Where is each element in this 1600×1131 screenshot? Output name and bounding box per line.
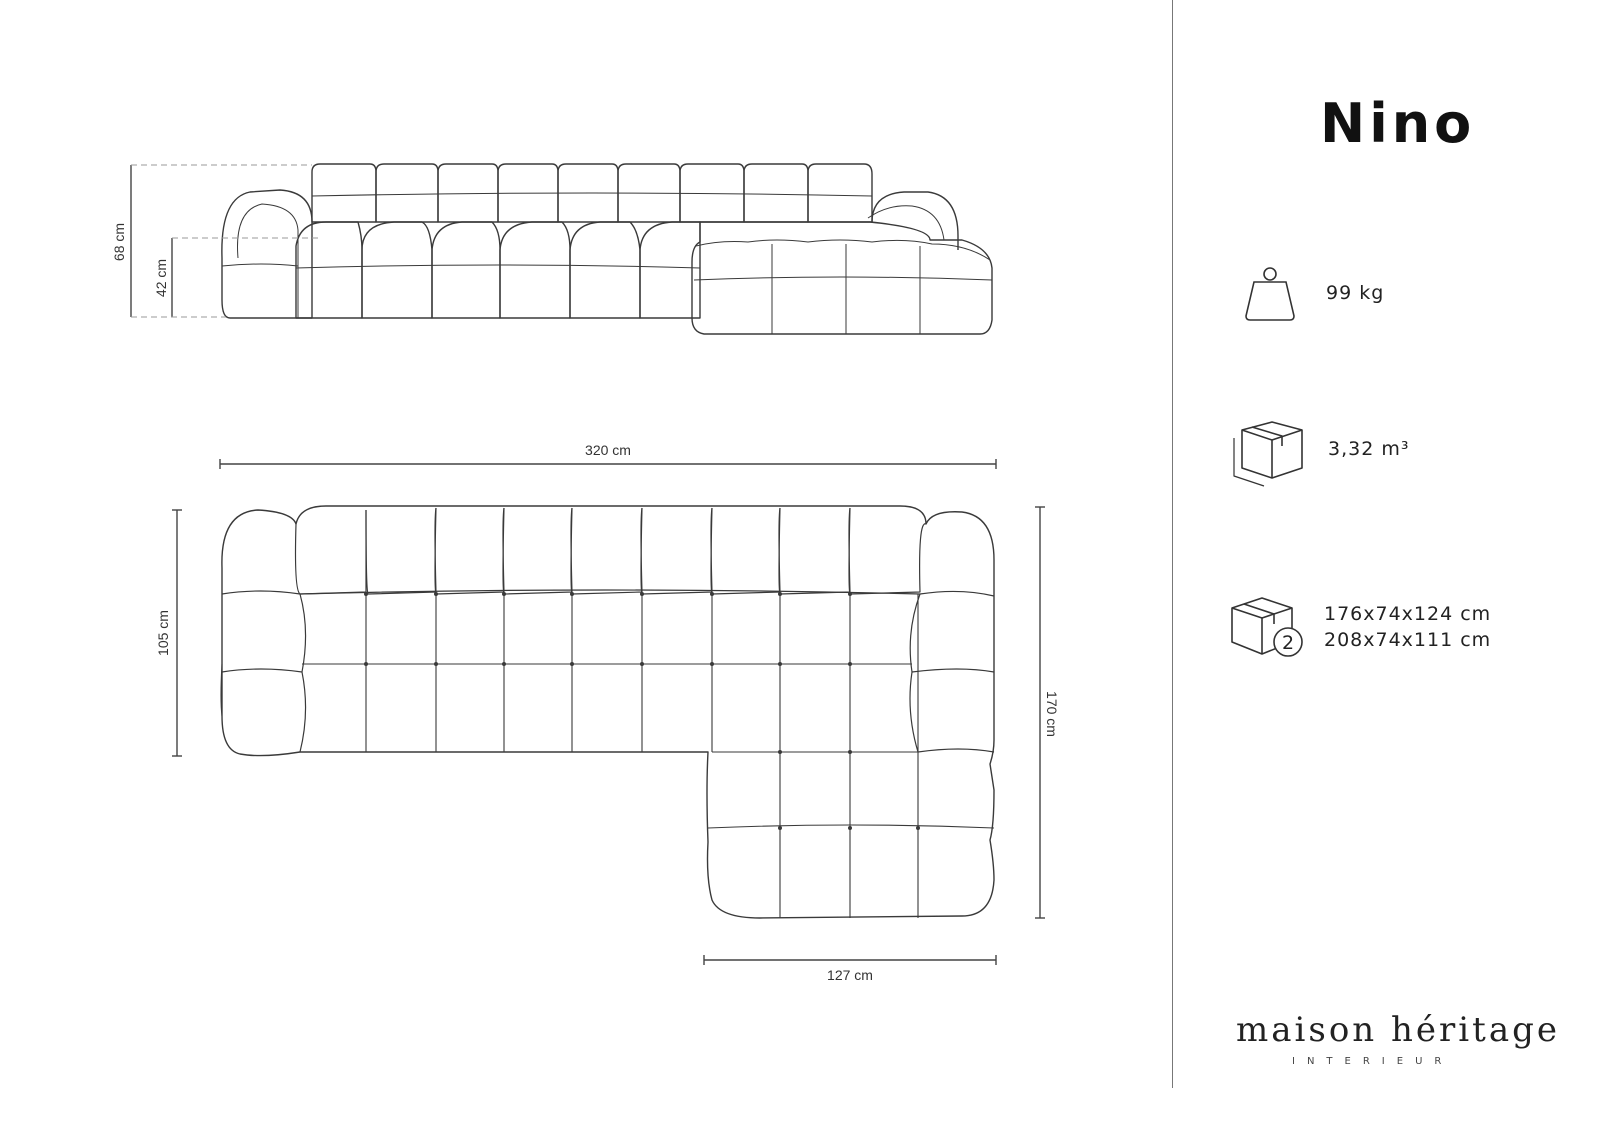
- top-seat-grid: [221, 594, 994, 918]
- depth-label: 105 cm: [155, 610, 171, 656]
- package-count: 2: [1281, 632, 1295, 654]
- sofa-front-view: [222, 164, 992, 334]
- product-title: Nino: [1320, 92, 1476, 155]
- weight-value: 99 kg: [1326, 282, 1385, 304]
- packages-count-icon: [1228, 592, 1308, 664]
- weight-icon: [1240, 264, 1300, 324]
- top-right-armrest: [910, 591, 994, 752]
- brand-logo: maison héritage: [1236, 1010, 1560, 1050]
- sofa-top-view: [221, 506, 994, 918]
- top-view-outline: [222, 506, 994, 918]
- top-back-cushions: [296, 508, 927, 594]
- package-dimensions: [1324, 601, 1491, 653]
- top-dimension-lines: [172, 459, 1045, 965]
- backrest-cushions: [312, 164, 872, 222]
- width-label: 320 cm: [585, 442, 631, 458]
- total-height-label: 68 cm: [111, 222, 127, 262]
- seat-cushions: [296, 222, 700, 318]
- package-1-dimensions: 176x74x124 cm: [1324, 603, 1492, 625]
- brand-tagline: INTERIEUR: [1292, 1056, 1454, 1067]
- package-box-icon: [1230, 416, 1308, 488]
- package-2-dimensions: 208x74x111 cm: [1324, 629, 1492, 651]
- seat-height-label: 42 cm: [153, 258, 169, 298]
- chaise-depth-label: 170 cm: [1044, 691, 1060, 737]
- panel-divider: [1172, 0, 1173, 1088]
- chaise-front: [692, 222, 992, 334]
- left-armrest: [222, 190, 312, 318]
- top-left-armrest: [222, 591, 306, 752]
- volume-value: 3,32 m³: [1328, 438, 1410, 460]
- chaise-width-label: 127 cm: [827, 967, 873, 983]
